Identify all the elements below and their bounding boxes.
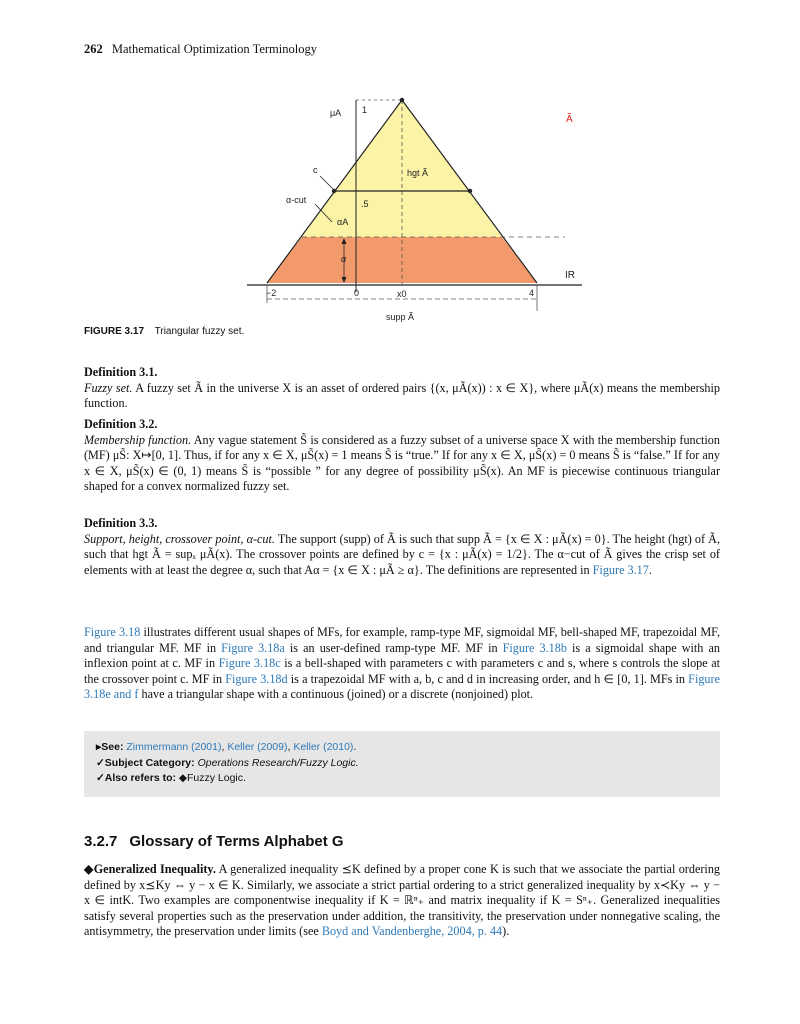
def3-text: The support (supp) of Ã is such that supp Ã = {x ∈ X : μÃ(x) = 0}. The height (hgt) of Ã, such that hgt Ã = supₓ μÃ(x). The crossover points are defined by c = {x : μÃ(x) = 1/2}. The α−cut of Ã gives the crisp set of elements with at least the degree α, such that Aα = {x ∈ X : μÃ ≥ α}. The definitions are represented in xyxy=(84,531,720,577)
subject-line xyxy=(96,756,720,772)
hgt-label: hgt Ã xyxy=(407,168,429,178)
see-also-box xyxy=(84,731,720,797)
figure-3-18d-link[interactable]: Figure 3.18d xyxy=(225,671,288,686)
ref-keller-2010-link[interactable]: Keller (2010) xyxy=(293,741,354,753)
crossover-point-left xyxy=(332,189,336,193)
definition-3-1 xyxy=(84,365,720,412)
para-text-5: is a trapezoidal MF with a, b, c and d in increasing order, and h ∈ [0, 1]. MFs in xyxy=(287,671,689,686)
supp-label: supp Ã xyxy=(386,312,415,322)
alpha-cut-label: α-cut xyxy=(286,195,307,205)
alpha-label: α xyxy=(341,254,347,264)
glossary-text: A generalized inequality ⪯K defined by a proper cone K is such that we associate the partial ordering defined by x⪯Ky ⇔ y − x ∈ K. Similarly, we associate a strict partial ordering to a strict generalized inequality by x≺Ky ⇔ y − x ∈ intK. Two examples are componentwise inequality if K = ℝⁿ₊ and matrix inequality if K = Sⁿ₊. Generalized inequalities satisfy several properties such as the preservation under addition, the transitivity, the preservation under nonnegative scaling, the antisymmetry, the preservation under limits (see xyxy=(84,862,721,938)
glossary-term: ◆Generalized Inequality. xyxy=(84,862,216,876)
figure-3-18-paragraph xyxy=(84,625,720,703)
see-line: ▸See: Zimmermann (2001), Keller (2009), Keller (2010). xyxy=(96,741,357,753)
def1-term: Fuzzy set. xyxy=(84,380,133,395)
figure-3-18b-link[interactable]: Figure 3.18b xyxy=(502,640,567,655)
def2-text: Any vague statement S̃ is considered as a fuzzy subset of a universe space X with the membership function (MF) μS̃: X↦[0, 1]. Thus, if for any x ∈ X, μS̃(x) = 1 means S̃ is “true.” If for any x ∈ X, μS̃(x) = 0 means S̃ is “false.” If for any x ∈ X, μS̃(x) ∈ (0, 1) means S̃ is “possible ” for any degree of possibility μS̃(x). An MF is piecewise continuous triangular shaped for a convex normalized fuzzy set. xyxy=(84,432,720,493)
para-text-2: is an user-defined ramp-type MF. MF in xyxy=(284,640,503,655)
page-number: 262 xyxy=(84,42,103,56)
tick-label-minus2: −2 xyxy=(266,288,277,298)
triangle-upper-region xyxy=(302,100,502,237)
mu-axis-label: μA xyxy=(330,108,342,118)
figure-3-18a-link[interactable]: Figure 3.18a xyxy=(221,640,285,655)
triangular-fuzzy-set-figure xyxy=(0,0,800,340)
def3-title: Definition 3.3. xyxy=(84,516,158,530)
caption-label: FIGURE 3.17 xyxy=(84,326,145,337)
half-label: .5 xyxy=(361,199,369,209)
section-number: 3.2.7 xyxy=(84,833,118,850)
c-label: c xyxy=(313,165,318,175)
ref-keller-2009-link[interactable]: Keller (2009) xyxy=(227,741,288,753)
subject-value: Operations Research/Fuzzy Logic. xyxy=(197,756,359,769)
tick-label-zero: 0 xyxy=(354,288,360,298)
figure-caption xyxy=(84,326,244,337)
set-name-label: Ã xyxy=(566,114,573,125)
caption-text: Triangular fuzzy set. xyxy=(154,326,245,337)
one-label: 1 xyxy=(362,105,368,115)
definition-3-3 xyxy=(84,516,720,578)
c-pointer xyxy=(320,176,333,189)
crossover-point-right xyxy=(468,189,472,193)
def1-text: A fuzzy set Ã in the universe X is an asset of ordered pairs {(x, μÃ(x)) : x ∈ X}, where μÃ(x) means the membership function. xyxy=(84,380,720,410)
peak-point xyxy=(400,98,404,102)
also-label: ✓Also refers to: xyxy=(96,772,176,784)
def2-term: Membership function. xyxy=(84,432,192,447)
also-refers-line xyxy=(96,771,720,787)
def2-title: Definition 3.2. xyxy=(84,417,158,431)
ref-zimmermann-link[interactable]: Zimmermann (2001) xyxy=(126,741,222,753)
definition-3-2 xyxy=(84,417,720,495)
see-label: ▸See: xyxy=(96,741,124,753)
para-text-6: have a triangular shape with a continuous (joined) or a discrete (nonjoined) plot. xyxy=(138,687,534,701)
tick-label-x0: x0 xyxy=(397,289,407,299)
tick-label-four: 4 xyxy=(529,288,535,298)
glossary-end: ). xyxy=(502,924,510,938)
section-heading xyxy=(84,833,356,850)
subject-label: ✓Subject Category: xyxy=(96,756,195,769)
section-title-text: Glossary of Terms Alphabet G xyxy=(129,833,344,850)
glossary-entry-generalized-inequality xyxy=(84,862,720,940)
figure-3-17-link[interactable]: Figure 3.17 xyxy=(592,562,649,577)
figure-3-18-link[interactable]: Figure 3.18 xyxy=(84,625,141,639)
running-title: Mathematical Optimization Terminology xyxy=(111,42,317,56)
ref-boyd-link[interactable]: Boyd and Vandenberghe, 2004, p. 44 xyxy=(321,924,503,938)
figure-3-18c-link[interactable]: Figure 3.18c xyxy=(218,656,281,670)
alpha-set-label: αA xyxy=(337,217,349,227)
figure-3-18ef-link[interactable]: Figure 3.18e and f xyxy=(84,671,720,701)
def3-term: Support, height, crossover point, α-cut. xyxy=(84,531,275,546)
def3-end: . xyxy=(648,562,652,577)
reals-label: IR xyxy=(565,270,575,281)
def1-title: Definition 3.1. xyxy=(84,365,158,379)
para-text-1: illustrates different usual shapes of MFs, for example, ramp-type MF, sigmoidal MF, bell-shaped MF, trapezoidal MF, and triangular MF. MF in xyxy=(84,625,720,655)
para-text-3: is a sigmoidal shape with an inflexion point at c. MF in xyxy=(84,640,720,670)
para-text-4: is a bell-shaped with parameters c with parameters c and s, where s controls the slope at the crossover point c. MF in xyxy=(84,656,720,686)
also-value: ◆Fuzzy Logic. xyxy=(178,772,246,784)
